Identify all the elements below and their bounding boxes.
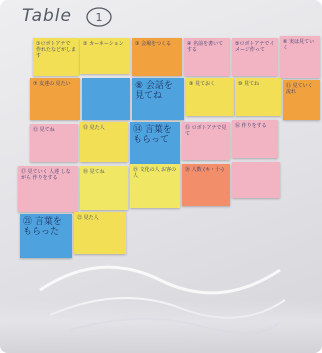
board-title: Table: [22, 6, 72, 26]
title-number: 1: [95, 11, 103, 24]
note-text: ㉒ 見た人: [77, 215, 99, 221]
sticky-note: [232, 38, 278, 76]
note-text: ⑤ロボトアナでイメージ作って: [235, 41, 275, 53]
sticky-note: [235, 78, 281, 116]
note-text: ⑪ 見ていく 流れ: [286, 83, 313, 95]
sticky-note: [283, 80, 320, 120]
note-text: ⑦ 友達の 見たい: [33, 81, 71, 87]
sticky-note: [132, 78, 184, 120]
sticky-note: [30, 124, 78, 162]
note-text: ㉑ 言葉を もらった: [23, 217, 62, 237]
sticky-note: [80, 38, 130, 74]
sticky-note: [18, 166, 78, 212]
sticky-note: [182, 122, 230, 160]
sticky-note: [30, 78, 80, 120]
title-number-circle: [85, 6, 113, 28]
note-text: ⑳ 人数 (キ・十-): [185, 167, 224, 173]
sticky-note: [182, 164, 230, 206]
sticky-note: [232, 120, 278, 158]
note-text: ② カーネーション: [83, 41, 124, 47]
note-text: ⑯ 作りをする: [235, 123, 267, 129]
plastic-wrap-bottom: [0, 300, 322, 353]
sticky-note: [132, 38, 182, 76]
note-text: ⑰ 見ていく 人達 しながら 作りをする: [21, 169, 71, 181]
note-text: ⑲ 文化の人 お客の人: [133, 167, 177, 179]
note-text: ⑧ 会話を 見てね: [135, 81, 173, 101]
sticky-note: [82, 78, 130, 120]
note-text: ③ 会場をつくる: [135, 41, 172, 47]
note-text: ⑬ 見た人: [83, 125, 105, 131]
sticky-note: [232, 162, 280, 198]
sticky-note: [184, 38, 230, 76]
note-text: ⑮ ロボトアナで見て: [185, 125, 227, 137]
note-text: ④ 名前を書いてする: [187, 41, 224, 53]
note-text: ⑩ 見てね: [238, 81, 260, 87]
note-text: ⑫ 見てね: [33, 127, 55, 133]
sticky-note: [80, 122, 128, 162]
sticky-note: [130, 164, 180, 208]
note-text: ①ロボトアナで 作れたなどがします: [36, 41, 77, 59]
sticky-note: [280, 36, 320, 78]
sticky-note: [33, 38, 79, 76]
note-text: ⑨ 見ておく: [189, 81, 216, 87]
sticky-note: [186, 78, 234, 116]
note-text: ⑱ 見てね: [83, 169, 105, 175]
sticky-note: [80, 166, 128, 210]
sticky-note: [130, 122, 180, 164]
note-text: ⑭ 言葉を もらって: [133, 125, 172, 145]
note-text: ⑥ 実は見ていく: [283, 39, 315, 51]
